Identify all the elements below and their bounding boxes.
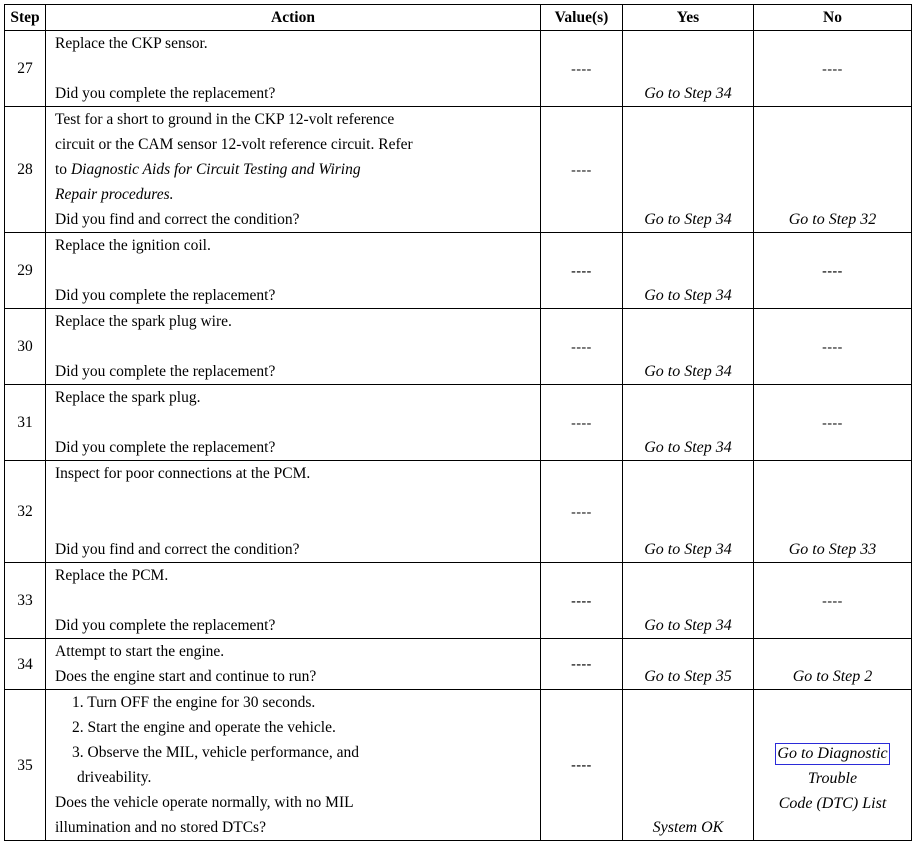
no-cell: ---- [754,385,912,461]
table-row [5,563,912,639]
value-cell: ---- [541,31,623,107]
action-question: Did you find and correct the condition? [55,541,300,558]
action-cell [46,385,541,461]
reference-text: Repair procedures. [55,186,174,203]
action-cell [46,461,541,563]
no-cell: ---- [754,31,912,107]
table-row [5,31,912,107]
step-number: 32 [5,461,46,563]
action-question: illumination and no stored DTCs? [55,819,266,836]
action-text: to Diagnostic Aids for Circuit Testing and Wiring [55,161,361,178]
yes-cell: System OK [623,690,754,841]
value-cell: ---- [541,309,623,385]
action-text: Replace the CKP sensor. [55,35,208,52]
action-cell [46,690,541,841]
no-cell: ---- [754,563,912,639]
header-action: Action [46,5,541,31]
no-cell: Go to Step 32 [754,107,912,233]
action-question: Did you complete the replacement? [55,439,276,456]
header-values: Value(s) [541,5,623,31]
action-question: Did you complete the replacement? [55,363,276,380]
action-question: Did you complete the replacement? [55,287,276,304]
list-item-continuation: driveability. [77,769,152,786]
action-text: Replace the PCM. [55,567,169,584]
no-text: Trouble [807,770,858,787]
header-yes: Yes [623,5,754,31]
step-number: 29 [5,233,46,309]
step-number: 28 [5,107,46,233]
action-text: Replace the spark plug wire. [55,313,232,330]
yes-cell: Go to Step 34 [623,233,754,309]
step-number: 27 [5,31,46,107]
list-item: 2. Start the engine and operate the vehicle. [72,719,336,736]
no-cell: ---- [754,233,912,309]
table-row [5,639,912,690]
no-cell [754,690,912,841]
yes-cell: Go to Step 34 [623,563,754,639]
diagnostic-table [4,4,912,841]
header-no: No [754,5,912,31]
table-row [5,233,912,309]
list-item: 1. Turn OFF the engine for 30 seconds. [72,694,316,711]
header-row [5,5,912,31]
action-text: Replace the ignition coil. [55,237,211,254]
action-text: circuit or the CAM sensor 12-volt reference circuit. Refer [55,136,413,153]
table-row [5,461,912,563]
step-number: 31 [5,385,46,461]
table-row [5,385,912,461]
action-text: Attempt to start the engine. [55,643,225,660]
no-cell: Go to Step 33 [754,461,912,563]
action-cell [46,639,541,690]
yes-cell: Go to Step 34 [623,107,754,233]
action-cell [46,309,541,385]
value-cell: ---- [541,563,623,639]
action-text: Test for a short to ground in the CKP 12-volt reference [55,111,395,128]
value-cell: ---- [541,639,623,690]
value-cell: ---- [541,233,623,309]
table-row [5,309,912,385]
step-number: 35 [5,690,46,841]
table-row [5,107,912,233]
action-question: Did you complete the replacement? [55,617,276,634]
step-number: 33 [5,563,46,639]
no-cell: Go to Step 2 [754,639,912,690]
value-cell: ---- [541,385,623,461]
action-question: Does the engine start and continue to run? [55,668,317,685]
value-cell: ---- [541,107,623,233]
value-cell: ---- [541,461,623,563]
action-cell [46,563,541,639]
step-number: 30 [5,309,46,385]
yes-cell: Go to Step 34 [623,309,754,385]
action-cell [46,233,541,309]
step-number: 34 [5,639,46,690]
table-row [5,690,912,841]
dtc-list-link[interactable]: Go to Diagnostic [775,743,889,765]
yes-cell: Go to Step 35 [623,639,754,690]
header-step: Step [5,5,46,31]
yes-cell: Go to Step 34 [623,461,754,563]
yes-cell: Go to Step 34 [623,31,754,107]
action-cell [46,107,541,233]
action-question: Does the vehicle operate normally, with no MIL [55,794,354,811]
action-question: Did you complete the replacement? [55,85,276,102]
action-question: Did you find and correct the condition? [55,211,300,228]
list-item: 3. Observe the MIL, vehicle performance, and [72,744,360,761]
action-cell [46,31,541,107]
no-cell: ---- [754,309,912,385]
action-text: Inspect for poor connections at the PCM. [55,465,311,482]
yes-cell: Go to Step 34 [623,385,754,461]
reference-text: Diagnostic Aids for Circuit Testing and Wiring [70,161,361,178]
action-text: Replace the spark plug. [55,389,201,406]
value-cell: ---- [541,690,623,841]
no-text: Code (DTC) List [778,795,887,812]
